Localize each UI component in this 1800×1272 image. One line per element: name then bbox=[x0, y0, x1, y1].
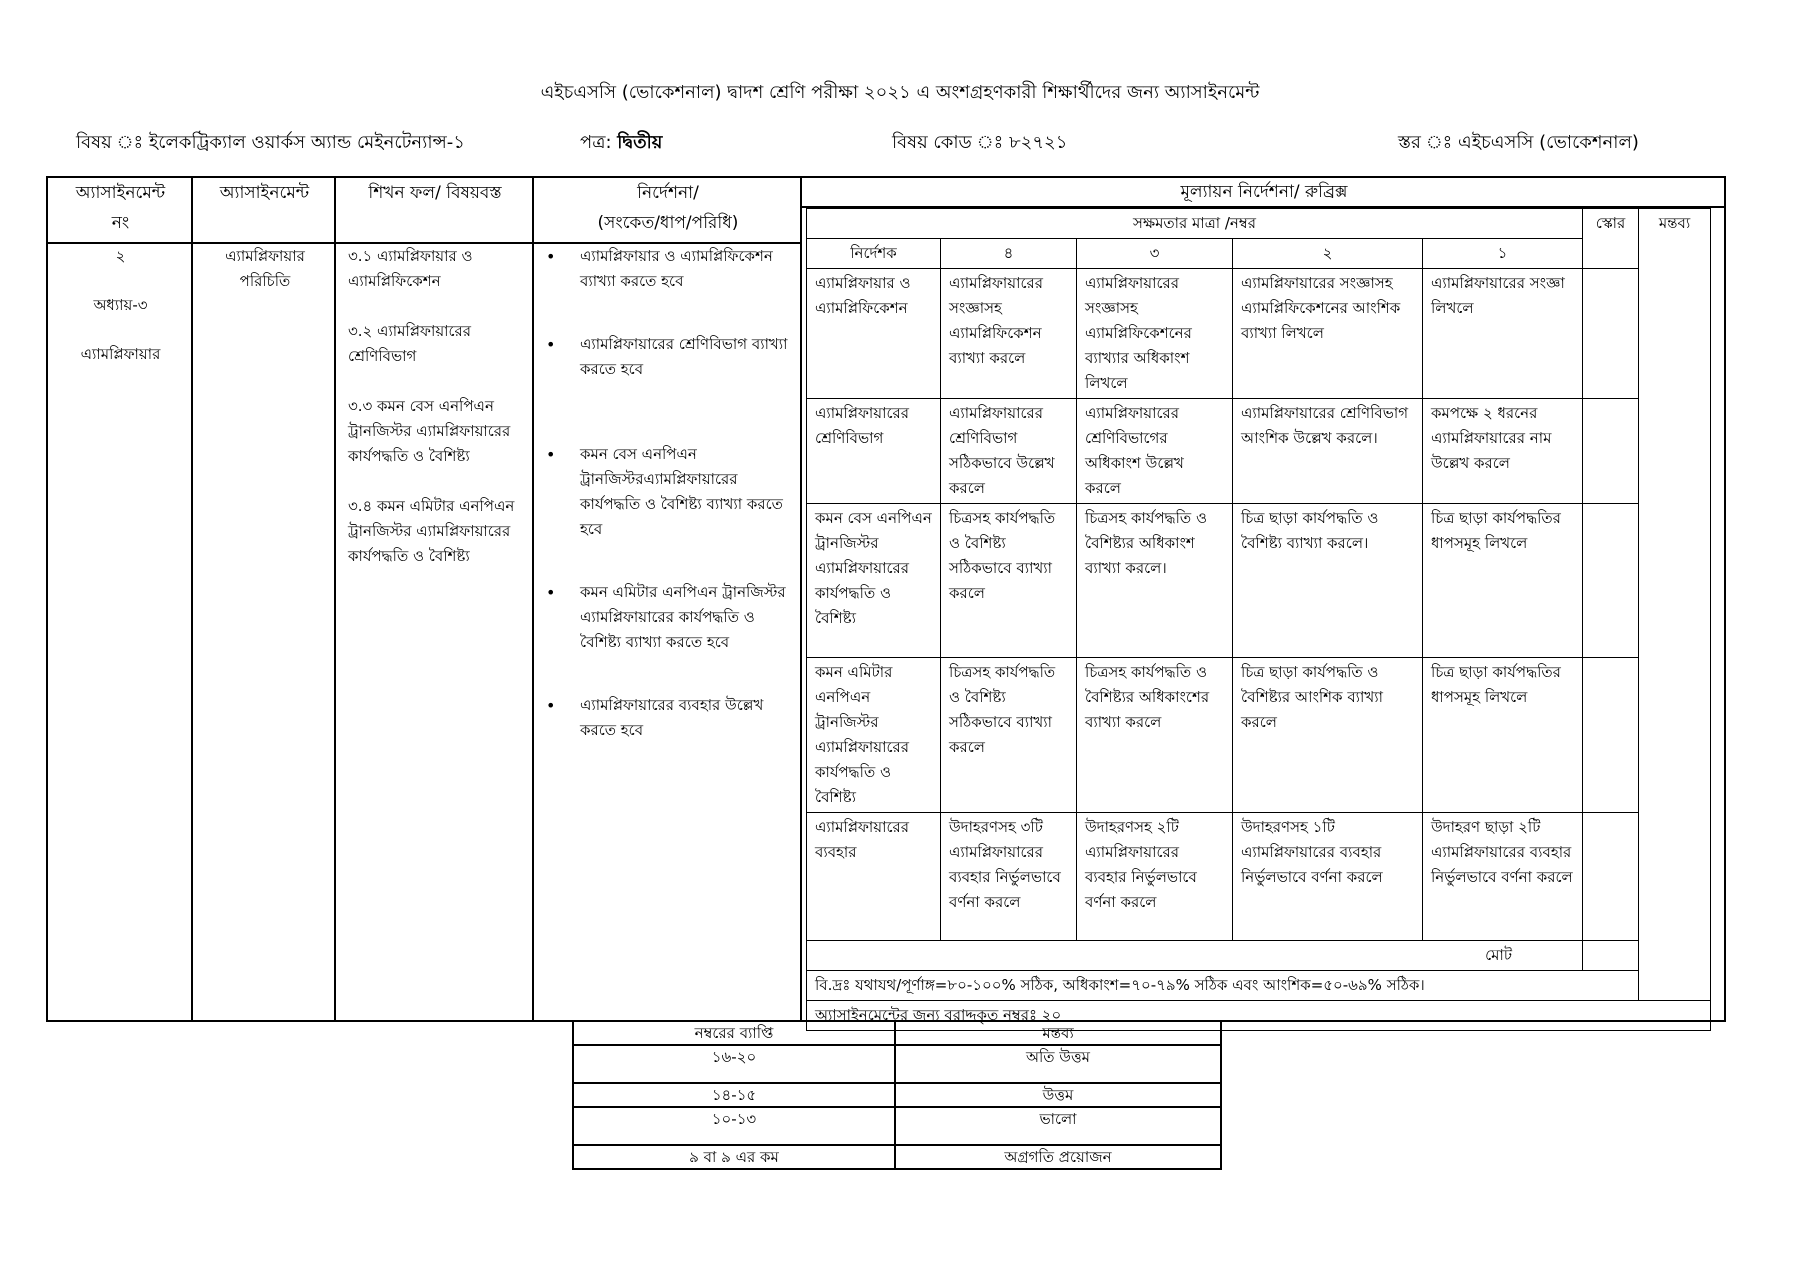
score-header: স্কোর bbox=[1583, 209, 1639, 269]
indicator-cell: কমন এমিটার এনপিএন ট্রানজিস্টর এ্যামপ্লিফায়ারের কার্যপদ্ধতি ও বৈশিষ্ট্য bbox=[807, 658, 941, 813]
learning-outcomes bbox=[348, 244, 524, 569]
instructions bbox=[542, 244, 792, 743]
table-row bbox=[807, 399, 1711, 504]
level-4-cell: উদাহরণসহ ৩টি এ্যামপ্লিফায়ারের ব্যবহার নির্ভুলভাবে বর্ণনা করলে bbox=[941, 813, 1077, 941]
competency-header: সক্ষমতার মাত্রা /নম্বর bbox=[807, 209, 1583, 239]
range-comment: ভালো bbox=[895, 1107, 1221, 1145]
rubric-level-row bbox=[807, 239, 1711, 269]
header-learning: শিখন ফল/ বিষয়বস্ত bbox=[368, 183, 502, 203]
instruction-item: • কমন বেস এনপিএন ট্রানজিস্টরএ্যামপ্লিফায়ারের কার্যপদ্ধতি ও বৈশিষ্ট্য ব্যাখ্যা করতে হবে bbox=[542, 442, 792, 542]
table-row bbox=[573, 1107, 1221, 1145]
note-text: বি.দ্রঃ যথাযথ/পূর্ণাঙ্গ=৮০-১০০% সঠিক, অধিকাংশ=৭০-৭৯% সঠিক এবং আংশিক=৫০-৬৯% সঠিক। bbox=[807, 971, 1711, 1001]
learning-item: ৩.২ এ্যামপ্লিফায়ারের শ্রেণিবিভাগ bbox=[348, 322, 472, 365]
table-row bbox=[807, 504, 1711, 658]
learning-item: ৩.৩ কমন বেস এনপিএন ট্রানজিস্টর এ্যামপ্লিফায়ারের কার্যপদ্ধতি ও বৈশিষ্ট্য bbox=[348, 397, 511, 465]
table-row bbox=[573, 1045, 1221, 1083]
subject-name: বিষয় ঃ ইলেকট্রিক্যাল ওয়ার্কস অ্যান্ড মেইনটেন্যান্স-১ bbox=[76, 132, 465, 153]
assignment-table bbox=[46, 176, 1726, 1022]
range-value: ১৬-২০ bbox=[573, 1045, 895, 1083]
indicator-header: নির্দেশক bbox=[807, 239, 941, 269]
total-label: মোট bbox=[807, 941, 1583, 971]
level-2-cell: চিত্র ছাড়া কার্যপদ্ধতি ও বৈশিষ্ট্য ব্যাখ্যা করলে। bbox=[1233, 504, 1423, 658]
paper-value: দ্বিতীয় bbox=[617, 132, 663, 153]
learning-item: ৩.৪ কমন এমিটার এনপিএন ট্রানজিস্টর এ্যামপ্লিফায়ারের কার্যপদ্ধতি ও বৈশিষ্ট্য bbox=[348, 497, 515, 565]
range-table bbox=[572, 1020, 1222, 1170]
range-comment: অগ্রগতি প্রয়োজন bbox=[895, 1145, 1221, 1169]
instruction-item: • এ্যামপ্লিফায়ারের শ্রেণিবিভাগ ব্যাখ্যা করতে হবে bbox=[542, 332, 792, 382]
header-assignment-no: অ্যাসাইনমেন্ট নং bbox=[75, 183, 166, 233]
score-cell bbox=[1583, 813, 1639, 941]
indicator-cell: এ্যামপ্লিফায়ারের ব্যবহার bbox=[807, 813, 941, 941]
paper-info bbox=[580, 128, 662, 159]
level-3-cell: চিত্রসহ কার্যপদ্ধতি ও বৈশিষ্ট্যর অধিকাংশ ব্যাখ্যা করলে। bbox=[1077, 504, 1233, 658]
indicator-cell: কমন বেস এনপিএন ট্রানজিস্টর এ্যামপ্লিফায়ারের কার্যপদ্ধতি ও বৈশিষ্ট্য bbox=[807, 504, 941, 658]
level-2-cell: চিত্র ছাড়া কার্যপদ্ধতি ও বৈশিষ্ট্যর আংশিক ব্যাখ্যা করলে bbox=[1233, 658, 1423, 813]
range-value: ৯ বা ৯ এর কম bbox=[573, 1145, 895, 1169]
learning-item: ৩.১ এ্যামপ্লিফায়ার ও এ্যামপ্লিফিকেশন bbox=[348, 247, 473, 290]
level-2-header: ২ bbox=[1233, 239, 1423, 269]
level-4-cell: এ্যামপ্লিফায়ারের শ্রেণিবিভাগ সঠিকভাবে উল্লেখ করলে bbox=[941, 399, 1077, 504]
level-1-cell: এ্যামপ্লিফায়ারের সংজ্ঞা লিখলে bbox=[1423, 269, 1583, 399]
level-3-cell: উদাহরণসহ ২টি এ্যামপ্লিফায়ারের ব্যবহার নির্ভুলভাবে বর্ণনা করলে bbox=[1077, 813, 1233, 941]
chapter-name: এ্যামপ্লিফায়ার bbox=[80, 345, 161, 363]
level-2-cell: উদাহরণসহ ১টি এ্যামপ্লিফায়ারের ব্যবহার নির্ভুলভাবে বর্ণনা করলে bbox=[1233, 813, 1423, 941]
marks-text: অ্যাসাইনমেন্টের জন্য বরাদ্দকৃত নম্বরঃ ২০ bbox=[807, 1001, 1711, 1031]
score-cell bbox=[1583, 658, 1639, 813]
score-cell bbox=[1583, 504, 1639, 658]
level-1-cell: কমপক্ষে ২ ধরনের এ্যামপ্লিফায়ারের নাম উল্লেখ করলে bbox=[1423, 399, 1583, 504]
indicator-cell: এ্যামপ্লিফায়ারের শ্রেণিবিভাগ bbox=[807, 399, 941, 504]
table-row bbox=[807, 813, 1711, 941]
comment-header: মন্তব্য bbox=[1639, 209, 1711, 1001]
range-comment-header: মন্তব্য bbox=[895, 1021, 1221, 1045]
level-2-cell: এ্যামপ্লিফায়ারের শ্রেণিবিভাগ আংশিক উল্লেখ করলে। bbox=[1233, 399, 1423, 504]
page-title: এইচএসসি (ভোকেশনাল) দ্বাদশ শ্রেণি পরীক্ষা ২০২১ এ অংশগ্রহণকারী শিক্ষার্থীদের জন্য অ্যাসাইনমেন্ট bbox=[540, 82, 1260, 103]
header-assignment: অ্যাসাইনমেন্ট bbox=[219, 183, 310, 203]
paper-label: পত্র: bbox=[580, 132, 612, 153]
score-cell bbox=[1583, 399, 1639, 504]
level-1-cell: উদাহরণ ছাড়া ২টি এ্যামপ্লিফায়ারের ব্যবহার নির্ভুলভাবে বর্ণনা করলে bbox=[1423, 813, 1583, 941]
chapter-label: অধ্যায়-৩ bbox=[93, 296, 148, 314]
rubric-head-row bbox=[807, 209, 1711, 239]
level-1-cell: চিত্র ছাড়া কার্যপদ্ধতির ধাপসমূহ লিখলে bbox=[1423, 504, 1583, 658]
table-row bbox=[807, 658, 1711, 813]
subject-code: বিষয় কোড ঃ ৮২৭২১ bbox=[892, 132, 1068, 153]
instruction-item: • এ্যামপ্লিফায়ার ও এ্যামপ্লিফিকেশন ব্যাখ্যা করতে হবে bbox=[542, 244, 792, 294]
level-4-cell: চিত্রসহ কার্যপদ্ধতি ও বৈশিষ্ট্য সঠিকভাবে ব্যাখ্যা করলে bbox=[941, 658, 1077, 813]
header-evaluation: মূল্যায়ন নির্দেশনা/ রুব্রিক্স bbox=[1180, 182, 1348, 202]
table-row bbox=[807, 269, 1711, 399]
rubric-table bbox=[806, 208, 1711, 1031]
assignment-name: এ্যামপ্লিফায়ার পরিচিতি bbox=[225, 247, 305, 290]
assignment-number-cell bbox=[48, 244, 193, 367]
level-3-header: ৩ bbox=[1077, 239, 1233, 269]
level-4-header: ৪ bbox=[941, 239, 1077, 269]
header-direction: নির্দেশনা/ (সংকেত/ধাপ/পরিধি) bbox=[597, 183, 739, 233]
level-1-header: ১ bbox=[1423, 239, 1583, 269]
level-3-cell: চিত্রসহ কার্যপদ্ধতি ও বৈশিষ্ট্যর অধিকাংশের ব্যাখ্যা করলে bbox=[1077, 658, 1233, 813]
instruction-item: • কমন এমিটার এনপিএন ট্রানজিস্টর এ্যামপ্লিফায়ারের কার্যপদ্ধতি ও বৈশিষ্ট্য ব্যাখ্যা করতে হবে bbox=[542, 580, 792, 655]
total-row bbox=[807, 941, 1711, 971]
level-3-cell: এ্যামপ্লিফায়ারের সংজ্ঞাসহ এ্যামপ্লিফিকেশনের ব্যাখ্যার অধিকাংশ লিখলে bbox=[1077, 269, 1233, 399]
table-row bbox=[573, 1145, 1221, 1169]
range-value: ১০-১৩ bbox=[573, 1107, 895, 1145]
level-4-cell: চিত্রসহ কার্যপদ্ধতি ও বৈশিষ্ট্য সঠিকভাবে ব্যাখ্যা করলে bbox=[941, 504, 1077, 658]
level-4-cell: এ্যামপ্লিফায়ারের সংজ্ঞাসহ এ্যামপ্লিফিকেশন ব্যাখ্যা করলে bbox=[941, 269, 1077, 399]
note-row bbox=[807, 971, 1711, 1001]
level-2-cell: এ্যামপ্লিফায়ারের সংজ্ঞাসহ এ্যামপ্লিফিকেশনের আংশিক ব্যাখ্যা লিখলে bbox=[1233, 269, 1423, 399]
total-score-cell bbox=[1583, 941, 1639, 971]
range-head-row bbox=[573, 1021, 1221, 1045]
score-cell bbox=[1583, 269, 1639, 399]
range-header: নম্বরের ব্যাপ্তি bbox=[573, 1021, 895, 1045]
column-divider bbox=[193, 178, 336, 1020]
range-value: ১৪-১৫ bbox=[573, 1083, 895, 1107]
table-row bbox=[573, 1083, 1221, 1107]
assignment-number: ২ bbox=[115, 247, 126, 265]
range-comment: উত্তম bbox=[895, 1083, 1221, 1107]
range-comment: অতি উত্তম bbox=[895, 1045, 1221, 1083]
subject-level: স্তর ঃ এইচএসসি (ভোকেশনাল) bbox=[1398, 132, 1639, 153]
instruction-item: • এ্যামপ্লিফায়ারের ব্যবহার উল্লেখ করতে হবে bbox=[542, 693, 792, 743]
level-3-cell: এ্যামপ্লিফায়ারের শ্রেণিবিভাগের অধিকাংশ উল্লেখ করলে bbox=[1077, 399, 1233, 504]
indicator-cell: এ্যামপ্লিফায়ার ও এ্যামপ্লিফিকেশন bbox=[807, 269, 941, 399]
level-1-cell: চিত্র ছাড়া কার্যপদ্ধতির ধাপসমূহ লিখলে bbox=[1423, 658, 1583, 813]
